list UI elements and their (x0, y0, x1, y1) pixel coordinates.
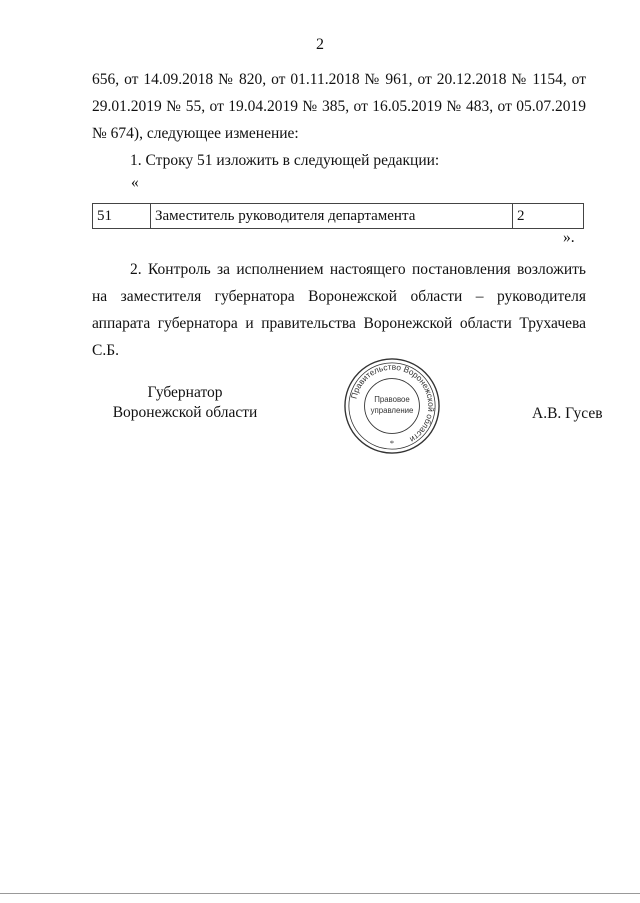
amendment-item-2: 2. Контроль за исполнением настоящего постановления возложить на заместителя губернатора Воронежской области – руководителя аппарата губернатора и правительства Воронежской области Трухачева С.Б. (92, 261, 586, 359)
signatory-title-line-2: Воронежской области (112, 404, 258, 421)
page-bottom-rule (0, 893, 640, 894)
seal-star-icon: * (389, 438, 395, 449)
signatory-title (100, 383, 270, 423)
table-row (93, 204, 584, 229)
continuation-paragraph: 656, от 14.09.2018 № 820, от 01.11.2018 № 961, от 20.12.2018 № 1154, от 29.01.2019 № 55, от 19.04.2019 № 385, от 16.05.2019 № 483, от 05.07.2019 № 674), следующее изменение: (92, 71, 586, 142)
signatory-title-line-1: Губернатор (147, 384, 223, 401)
row-number-cell: 51 (93, 204, 151, 229)
amendment-table (92, 203, 584, 229)
closing-quote: ». (563, 229, 575, 246)
page-number: 2 (316, 36, 324, 53)
signatory-name: А.В. Гусев (532, 405, 603, 422)
official-seal-stamp (343, 357, 441, 455)
value-cell: 2 (513, 204, 584, 229)
seal-center-line-2: управление (370, 405, 414, 415)
opening-quote: « (131, 174, 139, 191)
position-cell: Заместитель руководителя департамента (151, 204, 513, 229)
seal-ring-text: Правительство Воронежской области (348, 361, 437, 445)
seal-center-line-1: Правовое (374, 395, 410, 405)
amendment-item-1: 1. Строку 51 изложить в следующей редакции: (130, 152, 440, 169)
